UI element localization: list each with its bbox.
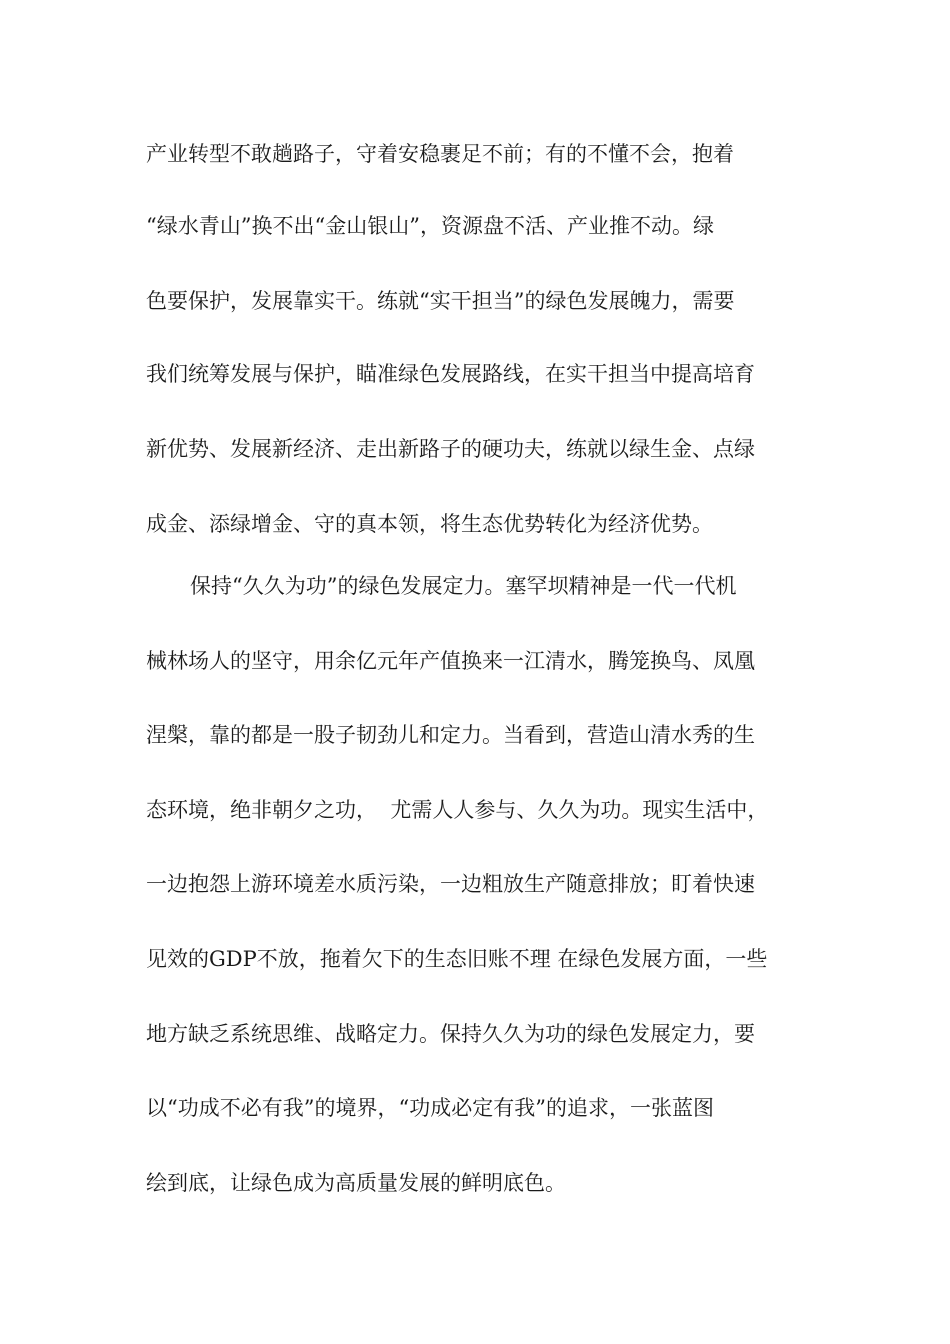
text-line: 新优势、发展新经济、走出新路子的硬功夫，练就以绿生金、点绿 xyxy=(146,437,755,461)
text-line: 产业转型不敢趟路子，守着安稳裹足不前；有的不懂不会，抱着 xyxy=(146,142,734,166)
text-line: 色要保护，发展靠实干。练就“实干担当”的绿色发展魄力，需要 xyxy=(146,289,735,313)
text-line: 保持“久久为功”的绿色发展定力。塞罕坝精神是一代一代机 xyxy=(190,574,737,598)
text-line: 地方缺乏系统思维、战略定力。保持久久为功的绿色发展定力，要 xyxy=(146,1022,755,1046)
text-line: 一边抱怨上游环境差水质污染，一边粗放生产随意排放；盯着快速 xyxy=(146,872,755,896)
text-line: “绿水青山”换不出“金山银山”，资源盘不活、产业推不动。绿 xyxy=(146,214,714,238)
text-line: 械林场人的坚守，用余亿元年产值换来一江清水，腾笼换鸟、凤凰 xyxy=(146,649,755,673)
text-line: 成金、添绿增金、守的真本领，将生态优势转化为经济优势。 xyxy=(146,512,713,536)
text-line: 涅槃，靠的都是一股子韧劲儿和定力。当看到，营造山清水秀的生 xyxy=(146,723,755,747)
text-line: 见效的GDP不放，拖着欠下的生态旧账不理 在绿色发展方面，一些 xyxy=(146,947,768,971)
text-line: 绘到底，让绿色成为高质量发展的鲜明底色。 xyxy=(146,1171,566,1195)
text-line: 态环境，绝非朝夕之功， 尤需人人参与、久久为功。现实生活中， xyxy=(146,798,769,822)
text-line: 我们统筹发展与保护，瞄准绿色发展路线，在实干担当中提高培育 xyxy=(146,362,755,386)
text-line: 以“功成不必有我”的境界，“功成必定有我”的追求，一张蓝图 xyxy=(146,1096,714,1120)
